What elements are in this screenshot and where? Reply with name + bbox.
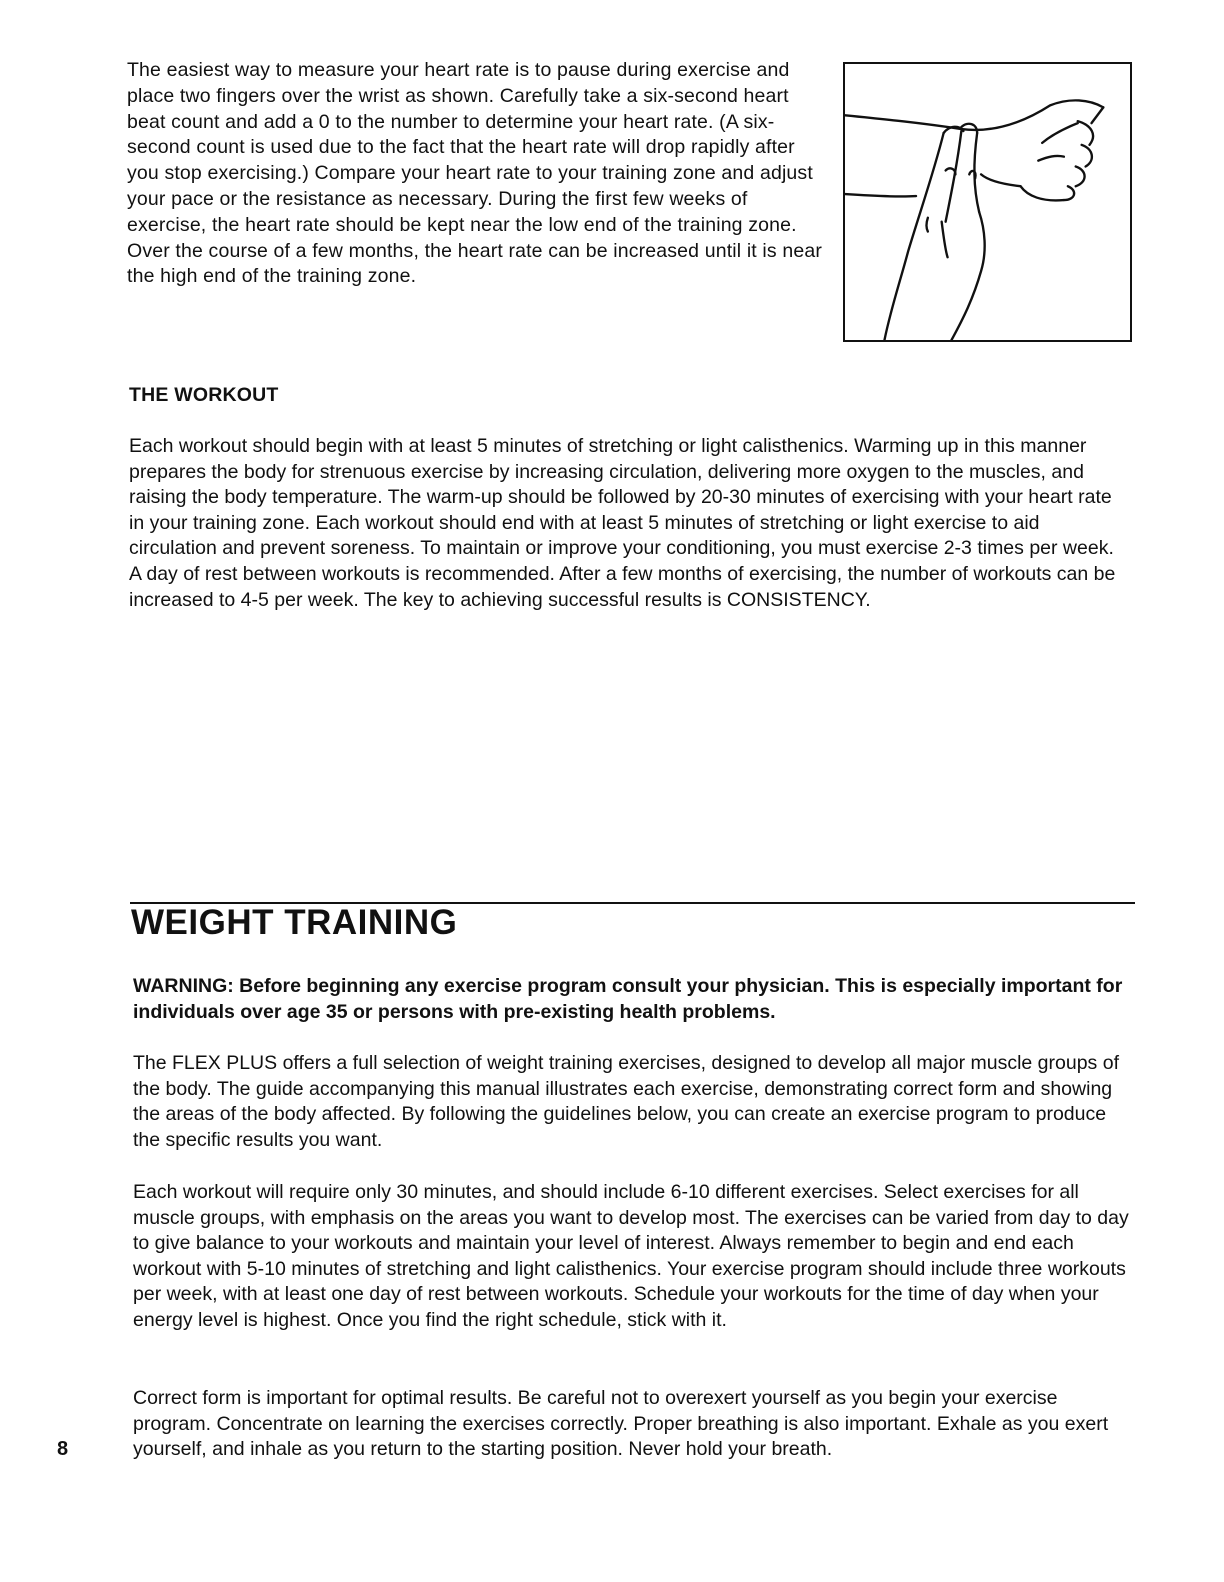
hand-on-wrist-drawing	[845, 64, 1130, 340]
weight-training-paragraph-1: The FLEX PLUS offers a full selection of weight training exercises, designed to develop all major muscle groups of the body. The guide accompanying this manual illustrates each exercise, demonstrating correct form and showing the areas of the body affected. By following the guidelines below, you can create an exercise program to produce the specific results you want.	[133, 1052, 1119, 1151]
warning-text: WARNING: Before beginning any exercise program consult your physician. This is especially important for individuals over age 35 or persons with pre-existing health problems.	[133, 975, 1123, 1023]
workout-paragraph: Each workout should begin with at least 5 minutes of stretching or light calisthenics. Warming up in this manner prepares the body for strenuous exercise by increasing circulation, delivering more oxygen to the muscles, and raising the body temperature. The warm-up should be followed by 20-30 minutes of exercising with your heart rate in your training zone. Each workout should end with at least 5 minutes of stretching or light exercise to aid circulation and prevent soreness. To maintain or improve your conditioning, you must exercise 2-3 times per week. A day of rest between workouts is recommended. After a few months of exercising, the number of workouts can be increased to 4-5 per week. The key to achieving successful results is CONSISTENCY.	[129, 435, 1116, 611]
weight-training-title: WEIGHT TRAINING	[131, 903, 458, 942]
workout-heading: THE WORKOUT	[129, 384, 279, 406]
page-number: 8	[57, 1438, 69, 1460]
intro-paragraph: The easiest way to measure your heart rate is to pause during exercise and place two fingers over the wrist as shown. Carefully take a six-second heart beat count and add a 0 to the number to determine your heart rate. (A six-second count is used due to the fact that the heart rate will drop rapidly after you stop exercising.) Compare your heart rate to your training zone and adjust your pace or the resistance as necessary. During the first few weeks of exercise, the heart rate should be kept near the low end of the training zone. Over the course of a few months, the heart rate can be increased until it is near the high end of the training zone.	[127, 59, 823, 288]
weight-training-paragraph-3: Correct form is important for optimal results. Be careful not to overexert yourself as you begin your exercise program. Concentrate on learning the exercises correctly. Proper breathing is also important. Exhale as you exert yourself, and inhale as you return to the starting position. Never hold your breath.	[133, 1387, 1109, 1461]
wrist-pulse-illustration	[843, 62, 1132, 342]
weight-training-paragraph-2: Each workout will require only 30 minutes, and should include 6-10 different exercises. Select exercises for all muscle groups, with emphasis on the areas you want to develop most. The exercises can be varied from day to day to give balance to your workouts and maintain your level of interest. Always remember to begin and end each workout with 5-10 minutes of stretching and light calisthenics. Your exercise program should include three workouts per week, with at least one day of rest between workouts. Schedule your workouts for the time of day when your energy level is highest. Once you find the right schedule, stick with it.	[133, 1181, 1129, 1331]
